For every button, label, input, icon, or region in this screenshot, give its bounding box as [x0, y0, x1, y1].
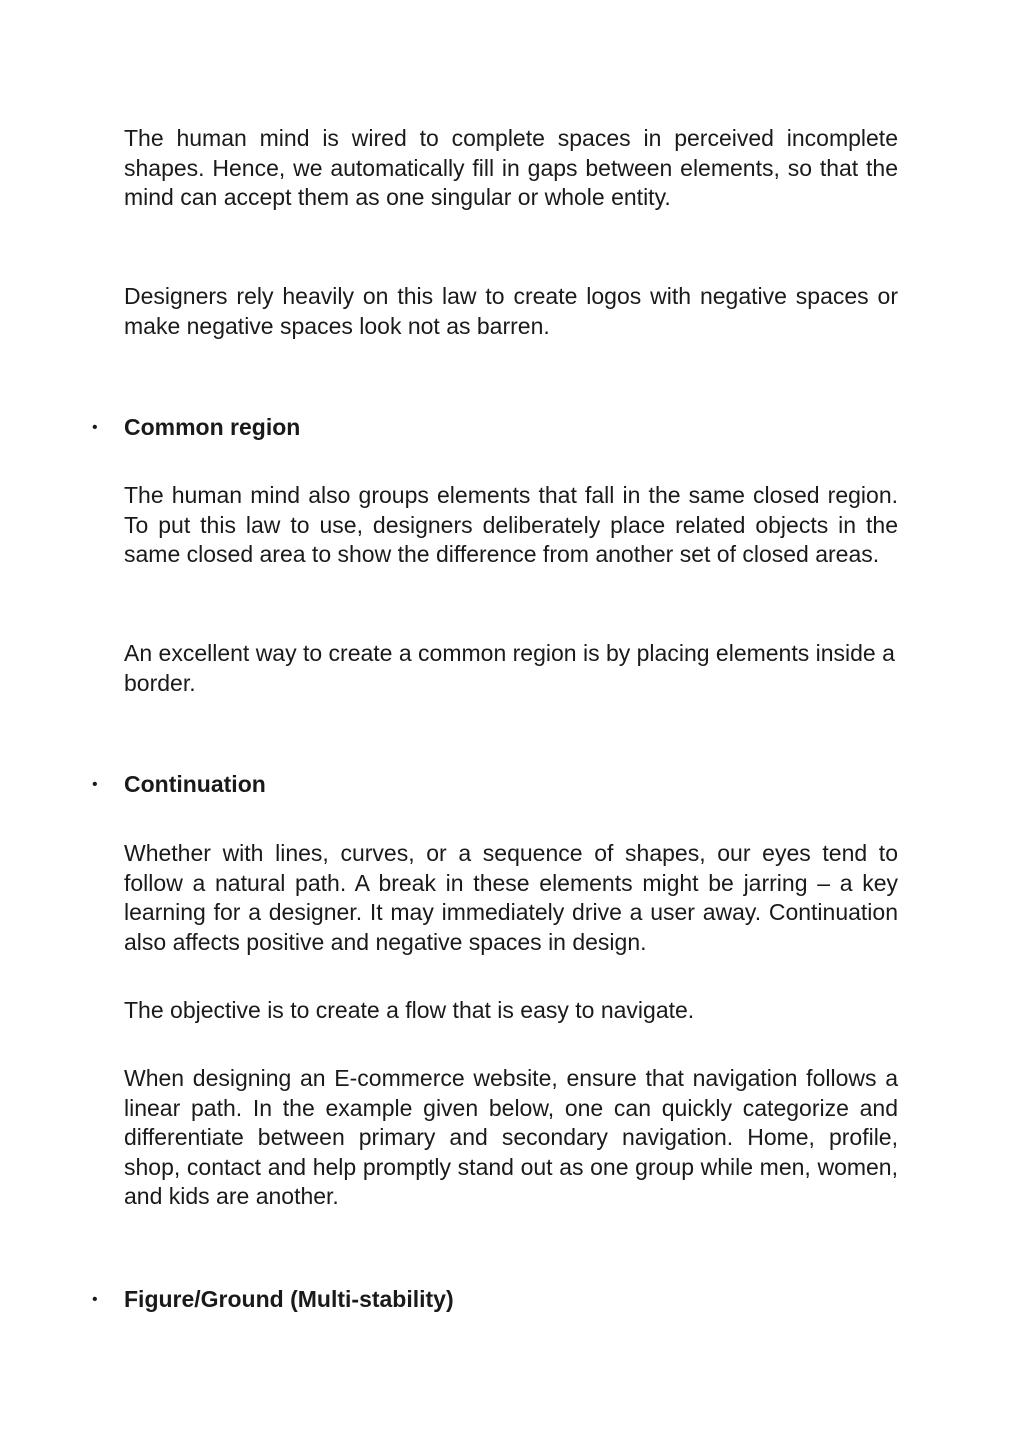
intro-paragraph-1: The human mind is wired to complete spaces in perceived incomplete shapes. Hence, we automatically fill in gaps between elements, so that the mind can accept them as one singular or whole entity.	[124, 125, 898, 210]
intro-paragraph-2: Designers rely heavily on this law to create logos with negative spaces or make negative spaces look not as barren.	[124, 283, 898, 339]
bullet-icon: •	[92, 776, 98, 793]
common-region-paragraph-2: An excellent way to create a common region is by placing elements inside a border.	[124, 640, 895, 696]
continuation-paragraph-1: Whether with lines, curves, or a sequence of shapes, our eyes tend to follow a natural path. A break in these elements might be jarring – a key learning for a designer. It may immediately drive a user away. Continuation also affects positive and negative spaces in design.	[124, 840, 898, 955]
common-region-paragraph-1: The human mind also groups elements that fall in the same closed region. To put this law to use, designers deliberately place related objects in the same closed area to show the difference from another set of closed areas.	[124, 482, 898, 567]
section-heading-common-region: Common region	[124, 414, 301, 440]
bullet-icon: •	[92, 419, 98, 436]
section-heading-continuation: Continuation	[124, 771, 266, 797]
continuation-paragraph-3: When designing an E-commerce website, ensure that navigation follows a linear path. In the example given below, one can quickly categorize and differentiate between primary and secondary navigation. Home, profile, shop, contact and help promptly stand out as one group while men, women, and kids are another.	[124, 1065, 898, 1209]
section-heading-figure-ground: Figure/Ground (Multi-stability)	[124, 1286, 454, 1312]
continuation-paragraph-2: The objective is to create a flow that is easy to navigate.	[124, 997, 695, 1023]
bullet-icon: •	[92, 1291, 98, 1308]
